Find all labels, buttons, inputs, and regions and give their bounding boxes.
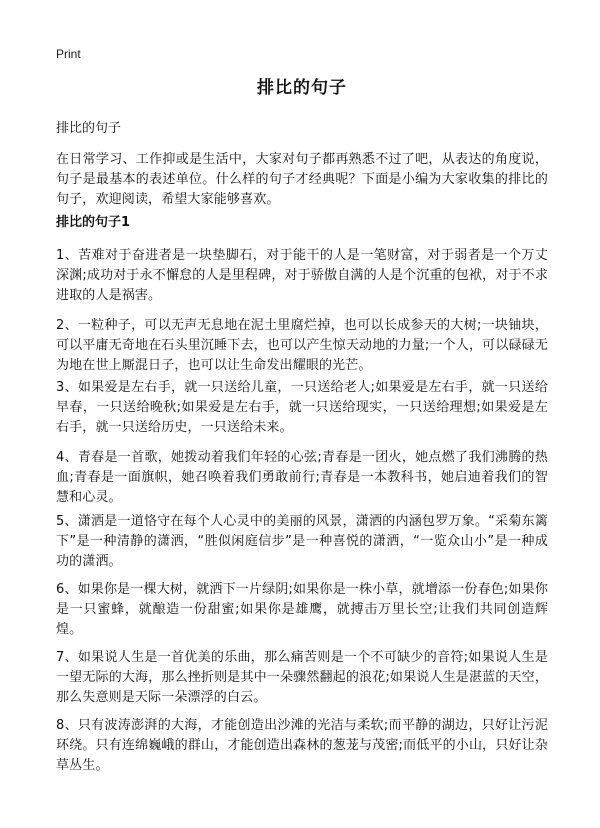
sentence-paragraph: 2、一粒种子，可以无声无息地在泥土里腐烂掉，也可以长成参天的大树;一块铀块，可以平庸无奇地在石头里沉睡下去，也可以产生惊天动地的力量;一个人，可以碌碌无为地在世上厮混日子，也可以让生命发出耀眼的光芒。 <box>56 318 548 373</box>
sentence-paragraph: 3、如果爱是左右手，就一只送给儿童，一只送给老人;如果爱是左右手，就一只送给早春，一只送给晚秋;如果爱是左右手，就一只送给现实，一只送给理想;如果爱是左右手，就一只送给历史，一只送给未来。 <box>56 380 548 435</box>
sentence-paragraph: 7、如果说人生是一首优美的乐曲，那么痛苦则是一个不可缺少的音符;如果说人生是一望无际的大海，那么挫折则是其中一朵骤然翻起的浪花;如果说人生是湛蓝的天空，那么失意则是天际一朵漂浮的白云。 <box>56 650 548 705</box>
intro-paragraph: 在日常学习、工作抑或是生活中，大家对句子都再熟悉不过了吧，从表达的角度说，句子是最基本的表述单位。什么样的句子才经典呢？下面是小编为大家收集的排比的句子，欢迎阅读，希望大家能够喜欢。 <box>56 152 548 207</box>
sentence-paragraph: 6、如果你是一棵大树，就洒下一片绿阴;如果你是一株小草，就增添一份春色;如果你是一只蜜蜂，就酿造一份甜蜜;如果你是雄鹰，就搏击万里长空;让我们共同创造辉煌。 <box>56 582 548 637</box>
print-label: Print <box>56 47 81 61</box>
section-heading: 排比的句子1 <box>56 215 131 230</box>
document-title: 排比的句子 <box>257 78 347 98</box>
document-subtitle: 排比的句子 <box>56 121 122 136</box>
sentence-paragraph: 1、苦难对于奋进者是一块垫脚石，对于能干的人是一笔财富，对于弱者是一个万丈深渊;成功对于永不懈怠的人是里程碑，对于骄傲自满的人是个沉重的包袱，对于不求进取的人是祸害。 <box>56 248 548 303</box>
sentence-paragraph: 8、只有波涛澎湃的大海，才能创造出沙滩的光洁与柔软;而平静的湖边，只好让污泥环绕。只有连绵巍峨的群山，才能创造出森林的葱茏与茂密;而低平的小山，只好让杂草丛生。 <box>56 718 548 773</box>
sentence-paragraph: 4、青春是一首歌，她拨动着我们年轻的心弦;青春是一团火，她点燃了我们沸腾的热血;青春是一面旗帜，她召唤着我们勇敢前行;青春是一本教科书，她启迪着我们的智慧和心灵。 <box>56 450 548 505</box>
sentence-paragraph: 5、潇洒是一道恪守在每个人心灵中的美丽的风景，潇洒的内涵包罗万象。“采菊东篱下”是一种清静的潇洒，“胜似闲庭信步”是一种喜悦的潇洒，“一览众山小”是一种成功的潇洒。 <box>56 514 548 569</box>
